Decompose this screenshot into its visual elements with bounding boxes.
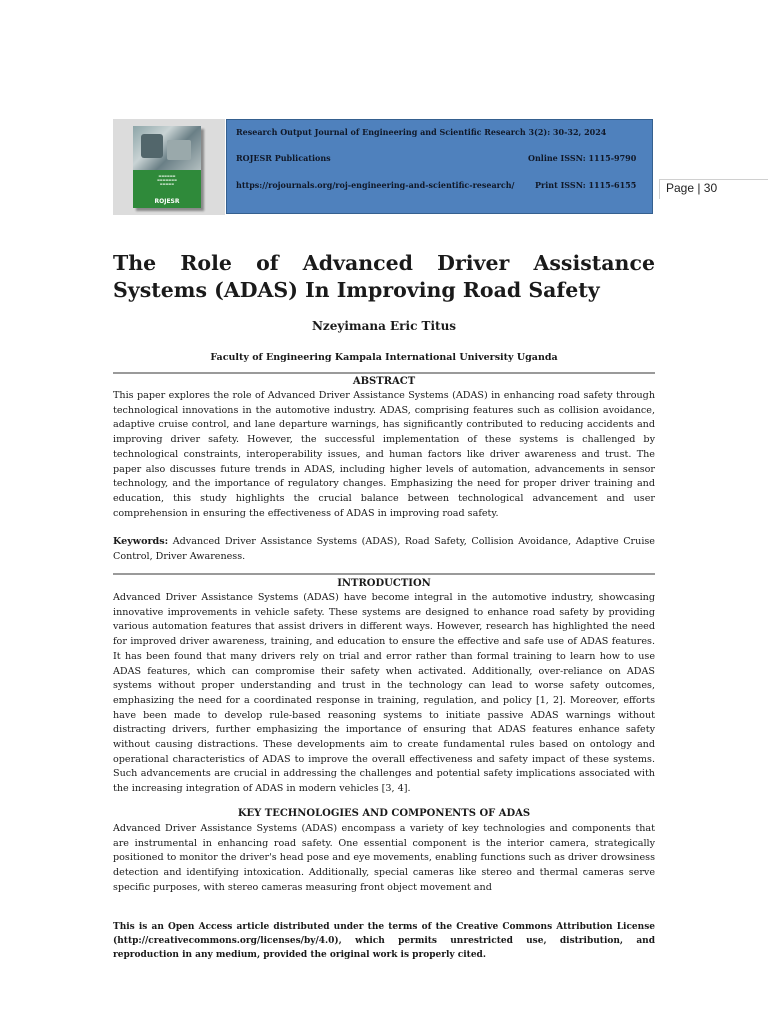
page-number-rule bbox=[659, 179, 768, 180]
introduction-text: Advanced Driver Assistance Systems (ADAS) have become integral in the automotive industry, showcasing innovative improvements in vehicle safety. These systems are designed to enhance road safety by providing various automation features that assist drivers in different ways. However, research has highlighted the need for improved driver awareness, training, and education to ensure the effective and safe use of ADAS features. It has been found that many drivers rely on trial and error rather than formal training to learn how to use ADAS features, which can compromise their safety when activated. Additionally, over-reliance on ADAS systems without proper understanding and trust in the technology can lead to worse safety outcomes, emphasizing the need for a coordinated response in training, regulation, and policy [1, 2]. Moreover, efforts have been made to develop rule-based reasoning systems to initiate passive ADAS warnings without distracting drivers, further emphasizing the importance of ensuring that ADAS features enhance safety without causing distractions. These developments aim to create fundamental rules based on ontology and operational characteristics of ADAS to improve the overall effectiveness and safety impact of these systems. Such advancements are crucial in addressing the challenges and potential safety implications associated with the increasing integration of ADAS in modern vehicles [3, 4]. bbox=[113, 592, 655, 795]
journal-url[interactable]: https://rojournals.org/roj-engineering-and-scientific-research/ bbox=[236, 180, 515, 190]
cover-photo bbox=[133, 126, 201, 170]
cover-band: ▬▬▬▬▬▬ ▬▬▬▬▬▬▬ ▬▬▬▬▬ ROJESR bbox=[133, 170, 201, 208]
page-number-divider bbox=[659, 179, 660, 199]
cover-book bbox=[133, 126, 201, 208]
print-issn: Print ISSN: 1115-6155 bbox=[535, 180, 637, 190]
article-title: The Role of Advanced Driver Assistance Systems (ADAS) In Improving Road Safety bbox=[113, 251, 655, 302]
page-number: Page | 30 bbox=[666, 181, 718, 195]
journal-cover-image bbox=[113, 119, 225, 215]
abstract-bottom-rule bbox=[113, 573, 655, 575]
journal-citation: Research Output Journal of Engineering and Scientific Research 3(2): 30-32, 2024 bbox=[236, 127, 607, 137]
author-affiliation: Faculty of Engineering Kampala International University Uganda bbox=[210, 352, 558, 363]
key-technologies-heading: KEY TECHNOLOGIES AND COMPONENTS OF ADAS bbox=[237, 808, 531, 819]
keywords-label: Keywords: bbox=[113, 536, 169, 547]
abstract-top-rule bbox=[113, 372, 655, 374]
abstract-text: This paper explores the role of Advanced Driver Assistance Systems (ADAS) in enhancing road safety through technological innovations in the automotive industry. ADAS, comprising features such as collision avoidance, adaptive cruise control, and lane departure warnings, has significantly contributed to reducing accidents and improving driver safety. However, the successful implementation of these systems is challenged by technological constraints, interoperability issues, and human factors like driver awareness and trust. The paper also discusses future trends in ADAS, including higher levels of automation, advancements in sensor technology, and the importance of regulatory changes. Emphasizing the need for proper driver training and education, this study highlights the crucial balance between technological advancement and user comprehension in ensuring the effectiveness of ADAS in improving road safety. bbox=[113, 390, 655, 519]
abstract-heading: ABSTRACT bbox=[352, 376, 416, 387]
keywords-list: Advanced Driver Assistance Systems (ADAS), Road Safety, Collision Avoidance, Adaptive Cruise Control, Driver Awareness. bbox=[113, 536, 655, 562]
license-notice: This is an Open Access article distributed under the terms of the Creative Commons Attribution License (http://creativecommons.org/licenses/by/4.0), which permits unrestricted use, distribution, and reproduction in any medium, provided the original work is properly cited. bbox=[113, 922, 655, 960]
publisher-name: ROJESR Publications bbox=[236, 153, 331, 163]
introduction-heading: INTRODUCTION bbox=[337, 578, 431, 589]
author-name: Nzeyimana Eric Titus bbox=[311, 319, 457, 333]
online-issn: Online ISSN: 1115-9790 bbox=[528, 153, 637, 163]
journal-info-box bbox=[226, 119, 653, 214]
key-technologies-text: Advanced Driver Assistance Systems (ADAS) encompass a variety of key technologies and components that are instrumental in enhancing road safety. One essential component is the interior camera, strategically positioned to monitor the driver's head pose and eye movements, enabling functions such as driver drowsiness detection and identifying intoxication. Additionally, special cameras like stereo and thermal cameras serve specific purposes, with stereo cameras measuring front object movement and bbox=[113, 823, 655, 893]
keywords-paragraph bbox=[113, 535, 655, 564]
cover-logo: ROJESR bbox=[154, 198, 180, 205]
